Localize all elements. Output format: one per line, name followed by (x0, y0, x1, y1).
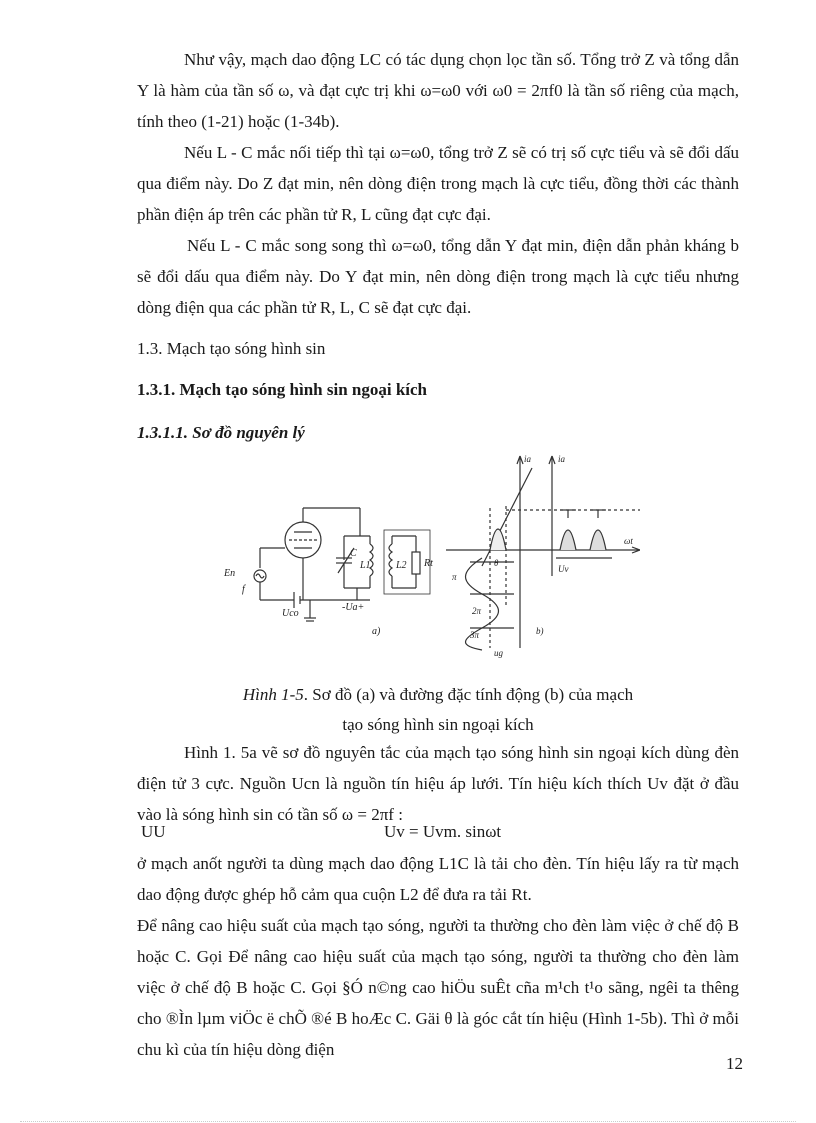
label-rt: Rt (424, 558, 433, 569)
paragraph-5: ở mạch anốt người ta dùng mạch dao động L1C là tải cho đèn. Tín hiệu lấy ra từ mạch dao động được ghép hỗ cảm qua cuộn L2 để đưa ra tải Rt. (137, 854, 739, 904)
formula-uv: Uv = Uvm. sinωt (384, 822, 502, 841)
label-uco: Uco (282, 608, 299, 619)
label-a: a) (372, 626, 381, 637)
section-heading-1-3-1: 1.3.1. Mạch tạo sóng hình sin ngoại kích (137, 380, 428, 399)
paragraph-1: Như vậy, mạch dao động LC có tác dụng chọn lọc tần số. Tổng trở Z và tổng dẫn Y là hàm của tần số ω, và đạt cực trị khi ω=ω0 với ω0 = 2πf0 là tần số riêng của mạch, tính theo (1-21) hoặc (1-34b). (137, 50, 739, 131)
label-ia-1: ia (524, 454, 532, 464)
formula-row (141, 822, 741, 846)
paragraph-2: Nếu L - C mắc nối tiếp thì tại ω=ω0, tổng trở Z sẽ có trị số cực tiểu và sẽ đổi dấu qua điểm này. Do Z đạt min, nên dòng điện trong mạch là cực tiểu, đồng thời các thành phần điện áp trên các phần tử R, L cũng đạt cực đại. (137, 143, 739, 224)
label-pi: π (452, 572, 457, 582)
section-heading-1-3: 1.3. Mạch tạo sóng hình sin (137, 339, 326, 358)
label-f: f (242, 584, 245, 595)
label-l1: L1 (360, 560, 371, 571)
label-ia-2: ia (558, 454, 566, 464)
label-c: C (350, 548, 357, 559)
section-heading-1-3-1-1: 1.3.1.1. Sơ đồ nguyên lý (137, 423, 305, 442)
label-ug: ug (494, 648, 503, 658)
caption-line-1 (137, 680, 739, 710)
label-l2: L2 (396, 560, 407, 571)
page-number: 12 (726, 1054, 743, 1073)
label-theta: θ (494, 558, 499, 568)
footer-divider (20, 1121, 796, 1122)
caption-label: Hình 1-5 (242, 685, 304, 704)
label-en: En (224, 568, 236, 579)
intro-paragraphs (137, 44, 739, 323)
label-2pi: 2π (472, 606, 482, 616)
circuit-labels (223, 548, 433, 637)
caption-text-1: . Sơ đồ (a) và đường đặc tính động (b) của mạch (303, 685, 634, 704)
figure-circuit-and-characteristic (220, 448, 640, 660)
label-3pi: 3π (470, 630, 480, 640)
characteristic-diagram-b (446, 456, 640, 650)
body-paragraph-block-1 (137, 737, 739, 830)
paragraph-3: Nếu L - C mắc song song thì ω=ω0, tổng dẫn Y đạt min, điện dẫn phản kháng b sẽ đổi dấu qua điểm này. Do Y đạt min, nên dòng điện trong mạch là cực tiểu nhưng dòng điện qua các phần tử R, L, C sẽ đạt cực đại. (137, 236, 739, 317)
caption-line-2: tạo sóng hình sin ngoại kích (342, 715, 534, 734)
label-omega-t: ωt (624, 536, 633, 546)
label-uv: Uv (558, 564, 569, 574)
figure-caption (137, 680, 739, 740)
inductor-l2-icon (389, 544, 392, 576)
body-paragraph-block-2 (137, 848, 739, 1065)
resistor-icon (412, 552, 420, 574)
label-ua: -Ua+ (342, 602, 365, 613)
paragraph-4: Hình 1. 5a vẽ sơ đồ nguyên tắc của mạch tạo sóng hình sin ngoại kích dùng đèn điện tử 3 cực. Nguồn Ucn là nguồn tín hiệu áp lưới. Tín hiệu kích thích Uv đặt ở đầu vào là sóng hình sin có tần số ω = 2πf : (137, 743, 739, 824)
formula-left: UU (141, 822, 166, 841)
paragraph-6: Để nâng cao hiệu suất của mạch tạo sóng, người ta thường cho đèn làm việc ở chế độ B hoặc C. Gọi Để nâng cao hiệu suất của mạch tạo sóng, người ta thường cho đèn làm việc ở chế độ B hoặc C. Gọi §Ó n©ng cao hiÖu suÊt cña m¹ch t¹o sãng, ngêi ta thêng cho ®Ìn lµm viÖc ë chÕ ®é B hoÆc C. Gäi θ là góc cắt tín hiệu (Hình 1-5b). Thì ở mỗi chu kì của tín hiệu dòng điện (137, 916, 739, 1059)
label-b: b) (536, 626, 544, 636)
